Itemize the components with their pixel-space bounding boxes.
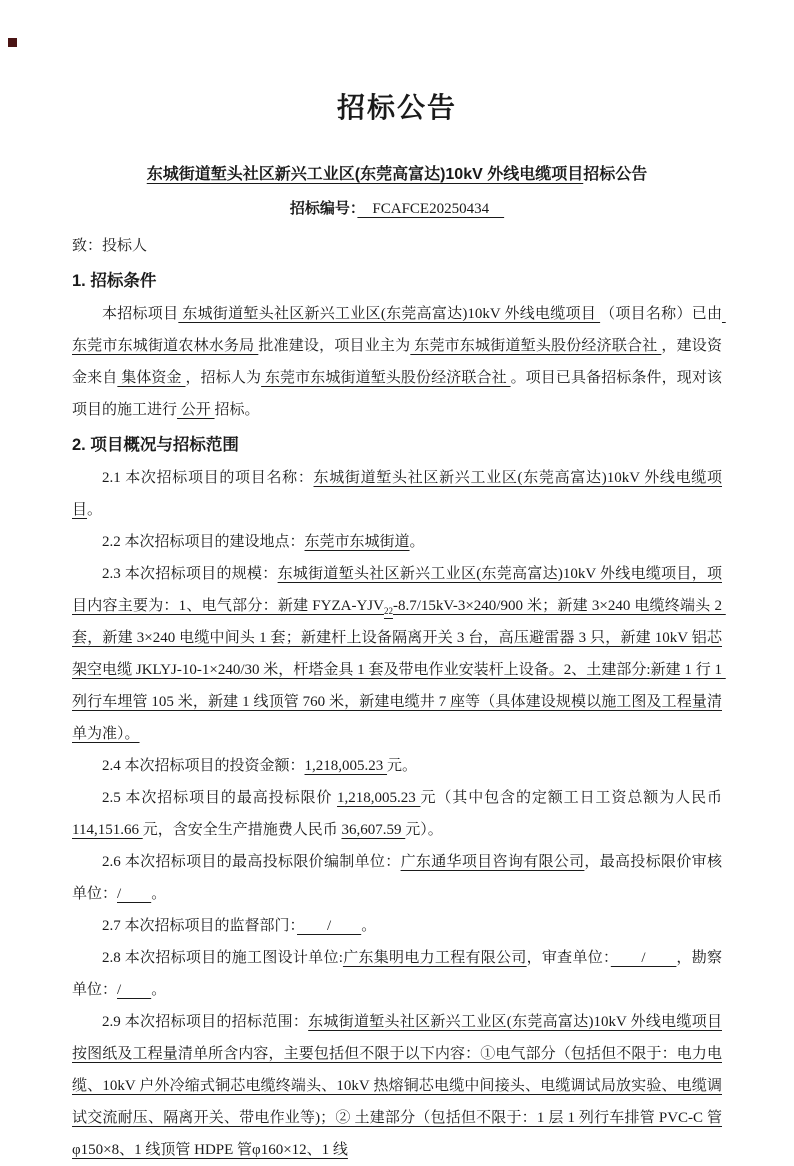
text-run: ，勘察单位： — [72, 950, 722, 998]
paragraph — [72, 942, 722, 1006]
text-run: 致：投标人 — [72, 238, 148, 254]
text-run: 招标公告 — [583, 166, 648, 183]
underlined-text: / — [117, 982, 152, 998]
text-run: 元。 — [387, 758, 418, 774]
text-run: 本招标项目 — [102, 306, 179, 322]
text-run: 2.6 本次招标项目的最高投标限价编制单位： — [102, 854, 401, 870]
text-run: 2. 项目概况与招标范围 — [72, 436, 239, 454]
underlined-text: 1,218,005.23 — [337, 790, 421, 806]
underlined-text: 东莞市东城街道堑头股份经济联合社 — [261, 370, 511, 386]
underlined-text: 东城街道堑头社区新兴工业区(东莞高富达)10kV 外线电缆项目 — [146, 166, 584, 183]
underlined-text: / — [610, 950, 677, 966]
paragraph — [72, 782, 726, 846]
underlined-text: / — [297, 918, 362, 934]
paragraph — [72, 910, 722, 942]
text-run: ，最高投标限价审核单位： — [72, 854, 722, 902]
text-run: 2.8 本次招标项目的施工图设计单位: — [102, 950, 343, 966]
underlined-text: 广东通华项目咨询有限公司 — [400, 854, 585, 870]
paragraph — [72, 298, 726, 426]
underlined-text: 东莞市东城街道 — [304, 534, 410, 550]
text-run: 。 — [361, 918, 377, 934]
underlined-text: 东城街道堑头社区新兴工业区(东莞高富达)10kV 外线电缆项目 — [72, 470, 722, 518]
underlined-text: 东城街道堑头社区新兴工业区(东莞高富达)10kV 外线电缆项目 — [178, 306, 601, 322]
text-run: 元，含安全生产措施费人民币 — [142, 822, 342, 838]
tender-number-row — [72, 198, 722, 220]
text-run: 批准建设，项目业主为 — [258, 338, 411, 354]
underlined-text: 东城街道堑头社区新兴工业区(东莞高富达)10kV 外线电缆项目按图纸及工程量清单所含内容，主要包括但不限于以下内容：①电气部分（包括但不限于：电力电缆、10kV 户外冷缩式铜芯电缆终端头、10kV 热熔铜芯电缆中间接头、电缆调试局放实验、电缆调试交流耐压、隔离开关、带电作业等)；② 土建部分（包括但不限于：1 层 1 列行车排管 PVC-C 管φ150×8、1 线顶管 HDPE 管φ160×12、1 线 — [72, 1014, 722, 1158]
paragraph — [72, 846, 722, 910]
underlined-text: / — [117, 886, 152, 902]
paragraph — [72, 1006, 722, 1166]
underlined-text: 36,607.59 — [341, 822, 406, 838]
text-run: （项目名称）已由 — [600, 306, 722, 322]
text-run: 元（其中包含的定额工日工资总额为人民币 — [420, 790, 726, 806]
text-run: 2.7 本次招标项目的监督部门： — [102, 918, 298, 934]
underlined-text: -8.7/15kV-3×240/900 米；新建 3×240 电缆终端头 2 套，新建 3×240 电缆中间头 1 套；新建杆上设备隔离开关 3 台，高压避雷器 3 只，新建 10kV 铝芯架空电缆 JKLYJ-10-1×240/30 米，杆塔金具 1 套及带电作业安装杆上设备。2、土建部分:新建 1 行 1 列行车埋管 105 米，新建 1 线顶管 760 米，新建电缆井 7 座等（具体建设规模以施工图及工程量清单为准）。 — [72, 598, 726, 742]
text-run: 2.1 本次招标项目的项目名称： — [102, 470, 314, 486]
paragraph — [72, 230, 722, 262]
text-run: ，建设资金来自 — [72, 338, 722, 386]
doc-subtitle — [72, 163, 722, 187]
text-run: 。 — [409, 534, 425, 550]
text-run: 2.3 本次招标项目的规模： — [102, 566, 278, 582]
text-run: 招标。 — [214, 402, 260, 418]
paragraph — [72, 558, 726, 750]
text-run: 2.2 本次招标项目的建设地点： — [102, 534, 305, 550]
paragraph — [72, 750, 722, 782]
text-run: 。项目已具备招标条件，现对该项目的施工进行 — [72, 370, 722, 418]
tender-number-value: FCAFCE20250434 — [357, 201, 505, 217]
underlined-text: 114,151.66 — [72, 822, 143, 838]
section-heading — [72, 265, 722, 297]
text-run: 2.9 本次招标项目的招标范围： — [102, 1014, 309, 1030]
underlined-text: 广东集明电力工程有限公司 — [342, 950, 527, 966]
text-run: 。 — [151, 982, 167, 998]
text-run: 元）。 — [405, 822, 443, 838]
underlined-text: 22 — [383, 606, 393, 616]
underlined-text: 公开 — [177, 402, 215, 418]
underlined-text: 集体资金 — [117, 370, 186, 386]
underlined-text: 东城街道堑头社区新兴工业区(东莞高富达)10kV 外线电缆项目，项目内容主要为：1、电气部分：新建 FYZA-YJV — [72, 566, 722, 614]
text-run: ，审查单位： — [526, 950, 611, 966]
document-body — [72, 230, 726, 1166]
underlined-text: 东莞市东城街道堑头股份经济联合社 — [410, 338, 662, 354]
text-run: 。 — [151, 886, 167, 902]
paragraph — [72, 526, 722, 558]
text-run: 1. 招标条件 — [72, 272, 157, 290]
text-run: ，招标人为 — [185, 370, 262, 386]
underlined-text: 东莞市东城街道农林水务局 — [72, 306, 726, 354]
page-title: 招标公告 — [336, 92, 457, 123]
paragraph — [72, 462, 722, 526]
text-run: 2.4 本次招标项目的投资金额： — [102, 758, 305, 774]
corner-mark — [8, 38, 17, 47]
text-run: 2.5 本次招标项目的最高投标限价 — [102, 790, 338, 806]
section-heading — [72, 429, 722, 461]
underlined-text: 1,218,005.23 — [304, 758, 388, 774]
text-run: 。 — [87, 502, 103, 518]
tender-number-label: 招标编号： — [289, 200, 358, 217]
